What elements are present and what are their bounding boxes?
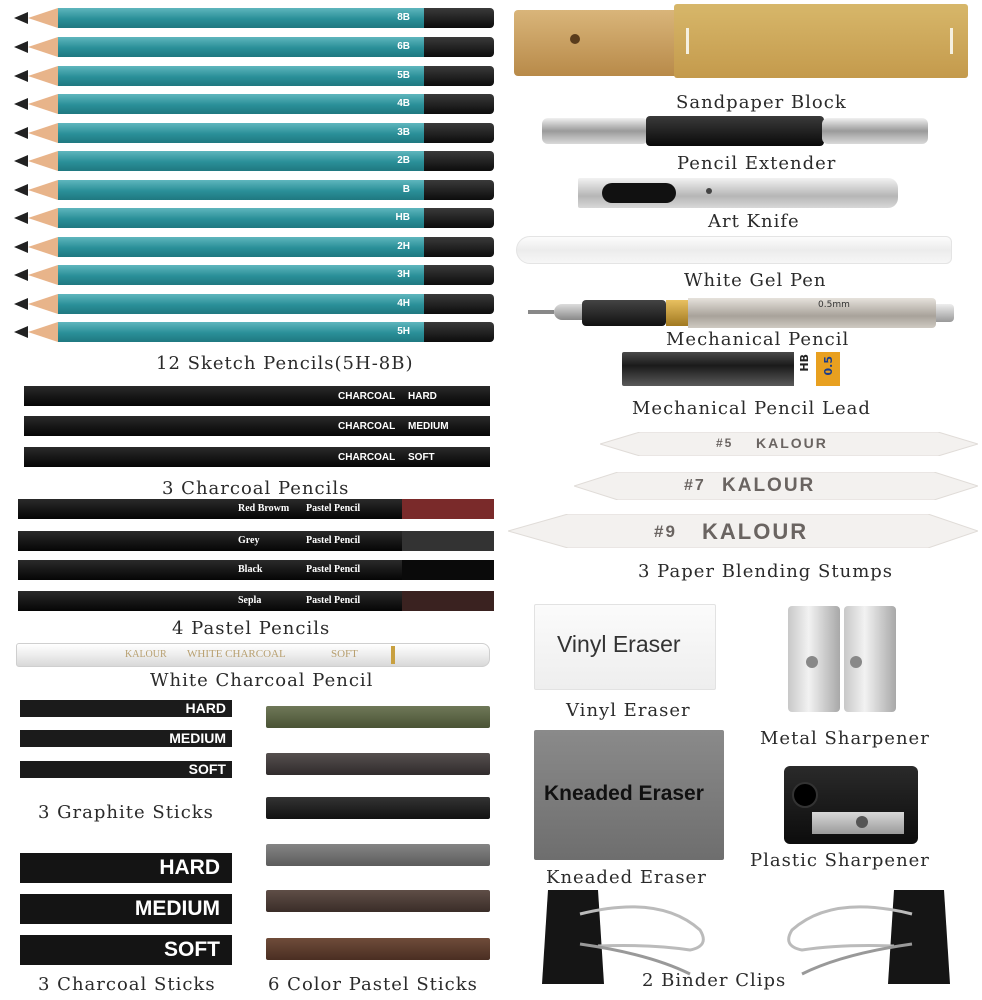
vinyl-eraser: Vinyl Eraser xyxy=(534,604,716,690)
charcoal-stick-hard: HARD xyxy=(20,853,232,883)
kneaded-eraser: Kneaded Eraser xyxy=(534,730,724,860)
pastel-pencil-grey: Grey Pastel Pencil xyxy=(18,531,494,551)
kneaded-caption: Kneaded Eraser xyxy=(546,867,707,888)
white-charcoal-pencil: KALOUR WHITE CHARCOAL SOFT xyxy=(16,643,490,667)
charcoal-pencils-caption: 3 Charcoal Pencils xyxy=(162,478,350,499)
pastel-pencil-red-brown: Red Browm Pastel Pencil xyxy=(18,499,494,519)
mechanical-pencil: 0.5mm xyxy=(528,296,954,330)
white-charcoal-caption: White Charcoal Pencil xyxy=(150,670,374,691)
binder-clips-caption: 2 Binder Clips xyxy=(642,970,787,991)
sketch-pencils-caption: 12 Sketch Pencils(5H-8B) xyxy=(156,353,414,374)
graphite-stick-hard: HARD xyxy=(20,700,232,717)
lead-caption: Mechanical Pencil Lead xyxy=(632,398,871,419)
plastic-sharpener xyxy=(784,766,918,844)
pastel-stick-brown xyxy=(266,890,490,912)
sketch-pencil: 4B xyxy=(14,94,494,114)
pastel-sticks-caption: 6 Color Pastel Sticks xyxy=(268,974,478,995)
pastel-stick-sepia xyxy=(266,938,490,960)
sketch-pencil: 2B xyxy=(14,151,494,171)
white-gel-pen xyxy=(516,236,952,264)
sketch-pencil: 3B xyxy=(14,123,494,143)
pastel-pencil-sepia: Sepla Pastel Pencil xyxy=(18,591,494,611)
sketch-pencil: 3H xyxy=(14,265,494,285)
blending-stump-9: #9 KALOUR xyxy=(508,514,978,548)
plastic-sharpener-caption: Plastic Sharpener xyxy=(750,850,930,871)
extender-caption: Pencil Extender xyxy=(677,153,837,174)
charcoal-pencil-soft: CHARCOAL SOFT xyxy=(24,447,490,467)
charcoal-pencil-hard: CHARCOAL HARD xyxy=(24,386,490,406)
sandpaper-caption: Sandpaper Block xyxy=(676,92,847,113)
pencil-lead-tube: HB 0.5 xyxy=(622,352,840,386)
gel-pen-caption: White Gel Pen xyxy=(684,270,827,291)
sketch-pencil: 2H xyxy=(14,237,494,257)
sketch-pencil: 8B xyxy=(14,8,494,28)
sketch-pencil: HB xyxy=(14,208,494,228)
pastel-stick-olive xyxy=(266,706,490,728)
sketch-pencil: 6B xyxy=(14,37,494,57)
sketch-pencil: 5H xyxy=(14,322,494,342)
mech-pencil-caption: Mechanical Pencil xyxy=(666,329,850,350)
pastel-pencil-black: Black Pastel Pencil xyxy=(18,560,494,580)
stumps-caption: 3 Paper Blending Stumps xyxy=(638,561,894,582)
sketch-pencil: B xyxy=(14,180,494,200)
sandpaper-block xyxy=(514,4,968,78)
pastel-stick-dark-grey xyxy=(266,753,490,775)
vinyl-caption: Vinyl Eraser xyxy=(566,700,691,721)
knife-caption: Art Knife xyxy=(708,211,800,232)
graphite-stick-soft: SOFT xyxy=(20,761,232,778)
graphite-sticks-caption: 3 Graphite Sticks xyxy=(38,802,214,823)
pastel-stick-black xyxy=(266,797,490,819)
pastel-stick-grey xyxy=(266,844,490,866)
sketch-pencil: 4H xyxy=(14,294,494,314)
blending-stump-5: #5 KALOUR xyxy=(600,432,978,456)
charcoal-pencil-medium: CHARCOAL MEDIUM xyxy=(24,416,490,436)
charcoal-stick-soft: SOFT xyxy=(20,935,232,965)
charcoal-stick-medium: MEDIUM xyxy=(20,894,232,924)
pastel-pencils-caption: 4 Pastel Pencils xyxy=(172,618,331,639)
art-knife xyxy=(578,178,898,208)
metal-sharpener-caption: Metal Sharpener xyxy=(760,728,930,749)
charcoal-sticks-caption: 3 Charcoal Sticks xyxy=(38,974,216,995)
metal-sharpener xyxy=(788,606,896,712)
blending-stump-7: #7 KALOUR xyxy=(574,472,978,500)
sketch-pencil: 5B xyxy=(14,66,494,86)
graphite-stick-medium: MEDIUM xyxy=(20,730,232,747)
pencil-extender xyxy=(542,116,928,146)
